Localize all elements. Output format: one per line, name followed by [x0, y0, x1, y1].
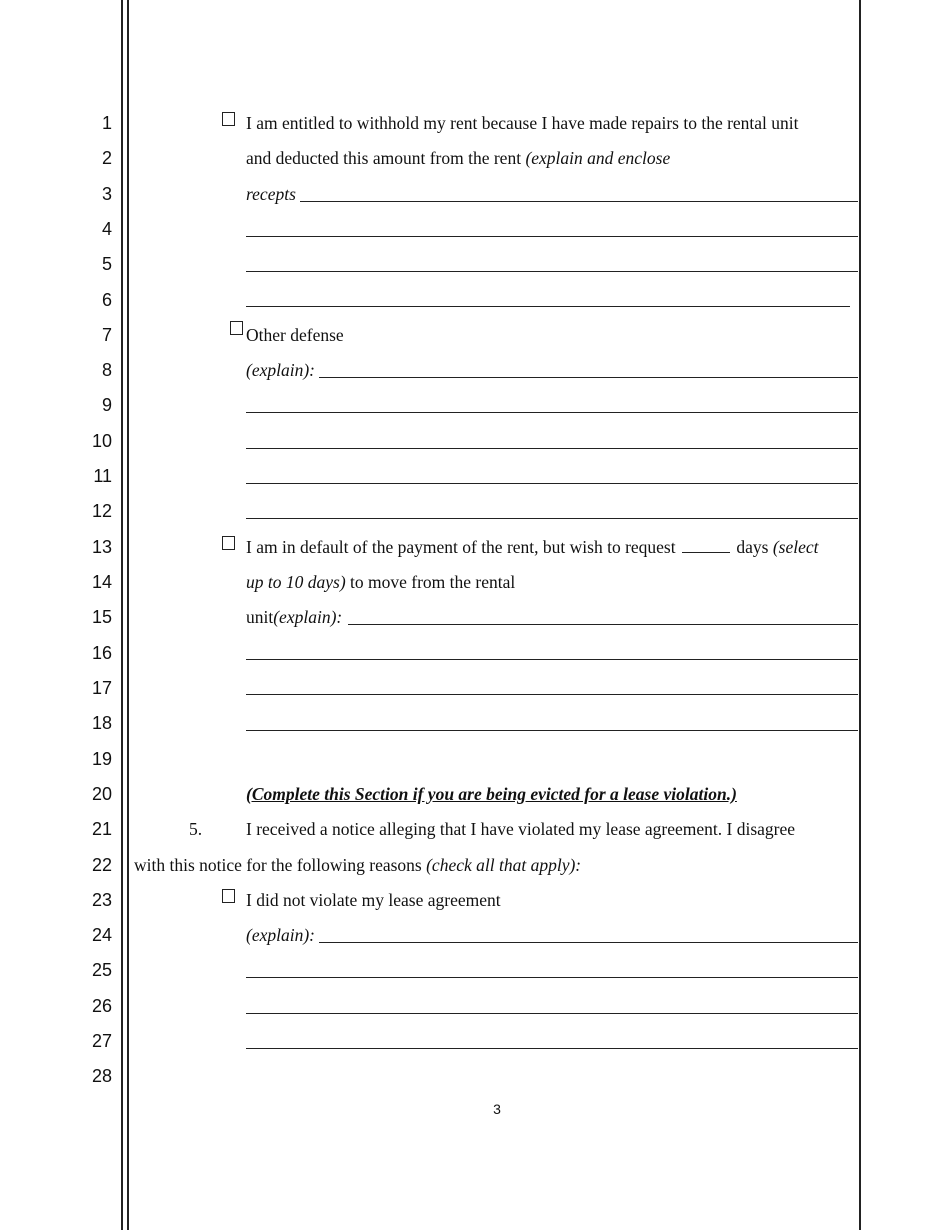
other-defense-blank-line[interactable]	[246, 412, 858, 413]
line-number: 3	[101, 184, 112, 204]
line-number: 16	[91, 643, 112, 663]
line-number: 17	[91, 678, 112, 698]
repairs-blank-line[interactable]	[246, 306, 850, 307]
default-line-2-italic: up to 10 days)	[246, 572, 346, 592]
default-line-3-text: unit	[246, 607, 274, 627]
line-number: 18	[91, 713, 112, 733]
line-number: 28	[91, 1066, 112, 1086]
no-violation-explain-label: (explain):	[246, 925, 315, 945]
no-violation-label: I did not violate my lease agreement	[246, 890, 501, 910]
line-number: 22	[91, 855, 112, 875]
default-line-1-text: I am in default of the payment of the rent, but wish to request	[246, 537, 680, 557]
right-margin-rule	[859, 0, 861, 1230]
line-number: 26	[91, 996, 112, 1016]
default-line-1-italic: (select	[772, 537, 819, 557]
repairs-explain-field[interactable]	[300, 201, 858, 202]
line-number: 24	[91, 925, 112, 945]
line-number: 21	[91, 819, 112, 839]
other-defense-label: Other defense	[246, 325, 344, 345]
default-blank-line[interactable]	[246, 730, 858, 731]
default-line-2-text: to move from the rental	[345, 572, 516, 592]
repairs-line-2-text: and deducted this amount from the rent	[246, 148, 526, 168]
default-line-1	[246, 536, 818, 558]
line-number: 2	[101, 148, 112, 168]
line-number: 27	[91, 1031, 112, 1051]
line-number: 7	[101, 325, 112, 345]
no-violation-blank-line[interactable]	[246, 977, 858, 978]
section-para-line-2-text: with this notice for the following reasons	[134, 855, 427, 875]
line-number: 5	[101, 254, 112, 274]
default-blank-line[interactable]	[246, 694, 858, 695]
line-number: 15	[91, 607, 112, 627]
no-violation-explain-field[interactable]	[319, 942, 858, 943]
line-number: 19	[91, 749, 112, 769]
repairs-text: I am entitled to withhold my rent because I have made repairs to the rental unit	[246, 113, 799, 133]
line-number: 13	[91, 537, 112, 557]
repairs-blank-line[interactable]	[246, 236, 858, 237]
line-number: 6	[101, 290, 112, 310]
default-explain-field[interactable]	[348, 624, 858, 625]
line-number: 1	[101, 113, 112, 133]
repairs-line-3-italic: recepts	[246, 184, 296, 204]
other-defense-blank-line[interactable]	[246, 518, 858, 519]
section-para-line-2-italic: (check all that apply):	[426, 855, 582, 875]
line-number: 14	[91, 572, 112, 592]
line-number: 11	[93, 466, 112, 486]
no-violation-blank-line[interactable]	[246, 1013, 858, 1014]
line-number: 10	[91, 431, 112, 451]
default-line-3	[246, 606, 342, 628]
section-number: 5.	[189, 819, 203, 839]
no-violation-checkbox[interactable]	[222, 889, 235, 903]
repairs-line-2-italic: (explain and enclose	[525, 148, 671, 168]
page-number: 3	[493, 1101, 501, 1117]
other-defense-blank-line[interactable]	[246, 448, 858, 449]
left-margin-rule-outer	[121, 0, 123, 1230]
default-checkbox[interactable]	[222, 536, 235, 550]
line-number: 9	[101, 395, 112, 415]
repairs-checkbox[interactable]	[222, 112, 235, 126]
days-field[interactable]	[682, 536, 730, 553]
other-defense-blank-line[interactable]	[246, 483, 858, 484]
line-number: 25	[91, 960, 112, 980]
section-para-line-1: I received a notice alleging that I have violated my lease agreement. I disagree	[246, 819, 796, 839]
left-margin-rule-inner	[127, 0, 129, 1230]
repairs-line-2	[246, 147, 670, 169]
default-line-2	[246, 571, 515, 593]
repairs-blank-line[interactable]	[246, 271, 858, 272]
other-defense-explain-label: (explain):	[246, 360, 315, 380]
line-number: 4	[101, 219, 112, 239]
line-number: 23	[91, 890, 112, 910]
other-defense-explain-field[interactable]	[319, 377, 858, 378]
section-para-line-2	[134, 854, 581, 876]
no-violation-blank-line[interactable]	[246, 1048, 858, 1049]
line-number: 20	[91, 784, 112, 804]
section-heading: (Complete this Section if you are being evicted for a lease violation.)	[246, 784, 737, 804]
line-number: 8	[101, 360, 112, 380]
line-number: 12	[91, 501, 112, 521]
other-defense-checkbox[interactable]	[230, 321, 243, 335]
default-blank-line[interactable]	[246, 659, 858, 660]
default-line-3-italic: (explain):	[273, 607, 343, 627]
default-days-text: days	[731, 537, 773, 557]
